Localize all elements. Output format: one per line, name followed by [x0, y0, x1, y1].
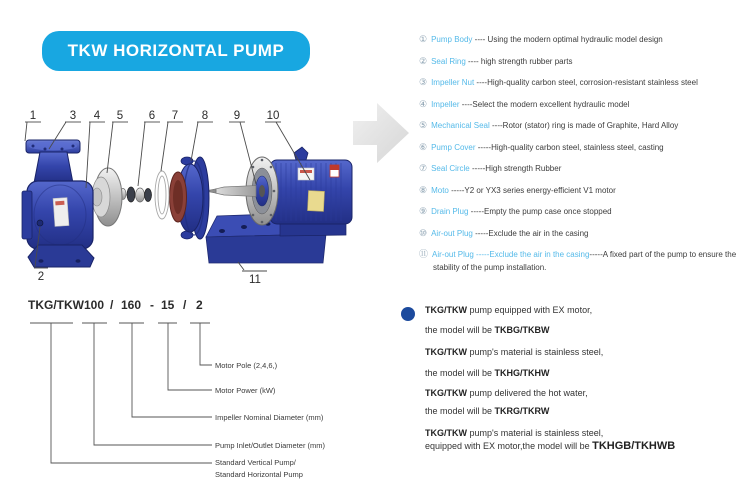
circled-number: ⑨ [419, 206, 428, 216]
model-segment-impeller: 160 [121, 298, 142, 312]
part-name: Impeller Nut [431, 78, 475, 87]
decoder-label-motor-pole: Motor Pole (2,4,6,) [215, 361, 278, 370]
callout-8 [191, 110, 213, 161]
suction-flange [22, 191, 32, 239]
motor-lifting-lug [294, 147, 308, 160]
part-name: Air-out Plug -----Exclude the air in the casing [432, 250, 590, 259]
bullet-icon [401, 307, 415, 321]
circled-number: ⑩ [419, 227, 428, 238]
motor-yellow-label [307, 191, 324, 212]
part-desc: ----Rotor (stator) ring is made of Graphite, Hard Alloy [489, 121, 679, 130]
part-desc: -----Empty the pump case once stopped [468, 207, 612, 216]
note-line: equipped with EX motor,the model will be TKHGB/TKHWB [425, 440, 676, 452]
circled-number: ⑧ [419, 184, 428, 195]
part-name: Pump Body [431, 35, 473, 44]
impeller [92, 168, 122, 226]
pump-exploded-diagram [10, 95, 430, 295]
circled-number: ⑥ [419, 141, 428, 152]
right-arrow-icon [353, 103, 409, 163]
svg-text:5: 5 [116, 110, 124, 122]
circled-number: ① [419, 34, 428, 44]
spec-item-5 [419, 119, 755, 133]
part-name: Drain Plug [431, 207, 469, 216]
note-line: TKG/TKW pump delivered the hot water, [425, 388, 588, 398]
part-name: Moto [431, 185, 449, 195]
spec-item-9 [419, 205, 755, 219]
model-segment-inlet: 100 [84, 298, 105, 312]
spec-item-1 [419, 33, 755, 47]
svg-text:9: 9 [233, 110, 241, 122]
model-decoder [20, 295, 365, 495]
decoder-label-motor-power: Motor Power (kW) [215, 386, 276, 395]
spec-item-4 [419, 98, 755, 112]
svg-text:3: 3 [69, 110, 77, 122]
spec-item-8 [419, 184, 755, 198]
note-line: TKG/TKW pump's material is stainless steel, [425, 347, 604, 357]
part-desc: -----High-quality carbon steel, stainless steel, casting [475, 142, 664, 152]
callout-1 [25, 110, 41, 141]
part-name: Seal Circle [431, 164, 470, 173]
part-name: Air-out Plug [431, 228, 473, 238]
part-desc: ---- high strength rubber parts [465, 56, 573, 66]
casing-foot [28, 245, 94, 267]
svg-text:2: 2 [37, 271, 45, 283]
spec-item-6 [419, 141, 755, 155]
part-desc: -----High strength Rubber [469, 164, 562, 173]
note-line: TKG/TKW pump equipped with EX motor, [425, 305, 593, 315]
callout-5 [107, 110, 128, 173]
svg-text:11: 11 [249, 274, 261, 286]
svg-text:7: 7 [171, 110, 179, 122]
part-desc: -----A fixed part of the pump to ensure the stability of the pump installation. [433, 250, 737, 272]
note-line: TKG/TKW pump's material is stainless steel, [425, 428, 604, 438]
part-name: Pump Cover [431, 142, 476, 152]
circled-number: ⑦ [419, 163, 428, 173]
model-separator: / [110, 298, 114, 312]
circled-number: ⑪ [419, 249, 429, 259]
spec-item-2 [419, 55, 755, 69]
part-desc: -----Y2 or YX3 series energy-efficient V1 motor [448, 185, 616, 195]
note-line: the model will be TKRG/TKRW [425, 406, 550, 416]
svg-text:10: 10 [266, 110, 280, 122]
parts-spec-list [419, 33, 755, 282]
drain-plug [37, 220, 43, 226]
svg-text:1: 1 [29, 110, 37, 122]
page-title: TKW HORIZONTAL PUMP [67, 41, 285, 60]
model-segment-power: 15 [161, 298, 175, 312]
callout-6 [138, 110, 160, 186]
circled-number: ④ [419, 98, 428, 109]
spec-item-10 [419, 227, 755, 241]
spec-item-7 [419, 162, 755, 176]
part-desc: -----Exclude the air in the casing [472, 228, 589, 238]
decoder-label-inlet-outlet: Pump Inlet/Outlet Diameter (mm) [215, 441, 326, 450]
svg-text:4: 4 [93, 110, 101, 122]
spec-item-3 [419, 76, 755, 90]
part-name: Seal Ring [431, 56, 466, 66]
model-segment-series: TKG/TKW [28, 298, 84, 312]
circled-number: ⑤ [419, 120, 428, 130]
model-notes [395, 300, 755, 470]
circled-number: ③ [419, 77, 428, 87]
decoder-label-impeller-diameter: Impeller Nominal Diameter (mm) [215, 413, 324, 422]
part-name: Impeller [431, 99, 460, 109]
model-segment-pole: 2 [196, 298, 203, 312]
part-desc: ----Select the modern excellent hydraulic model [459, 99, 630, 109]
callout-11 [238, 262, 267, 286]
svg-text:6: 6 [148, 110, 156, 122]
note-line: the model will be TKHG/TKHW [425, 368, 550, 378]
decoder-lines [20, 295, 360, 495]
pump-casing [22, 140, 94, 267]
page-title-banner [42, 31, 310, 71]
svg-text:8: 8 [201, 110, 209, 122]
decoder-label-pump-type-1: Standard Vertical Pump/ [215, 458, 296, 467]
model-separator: / [183, 298, 187, 312]
model-separator: - [150, 298, 154, 312]
note-line: the model will be TKBG/TKBW [425, 325, 550, 335]
part-desc: ----High-quality carbon steel, corrosion-resistant stainless steel [474, 78, 698, 87]
callout-7 [161, 110, 183, 171]
o-ring [155, 171, 169, 219]
motor-shaft [209, 186, 256, 197]
circled-number: ② [419, 55, 428, 66]
spec-item-11 [419, 248, 755, 274]
pump-cover [170, 157, 210, 239]
decoder-label-pump-type-2: Standard Horizontal Pump [215, 470, 303, 479]
part-desc: ---- Using the modern optimal hydraulic model design [472, 35, 663, 44]
part-name: Mechanical Seal [431, 121, 490, 130]
